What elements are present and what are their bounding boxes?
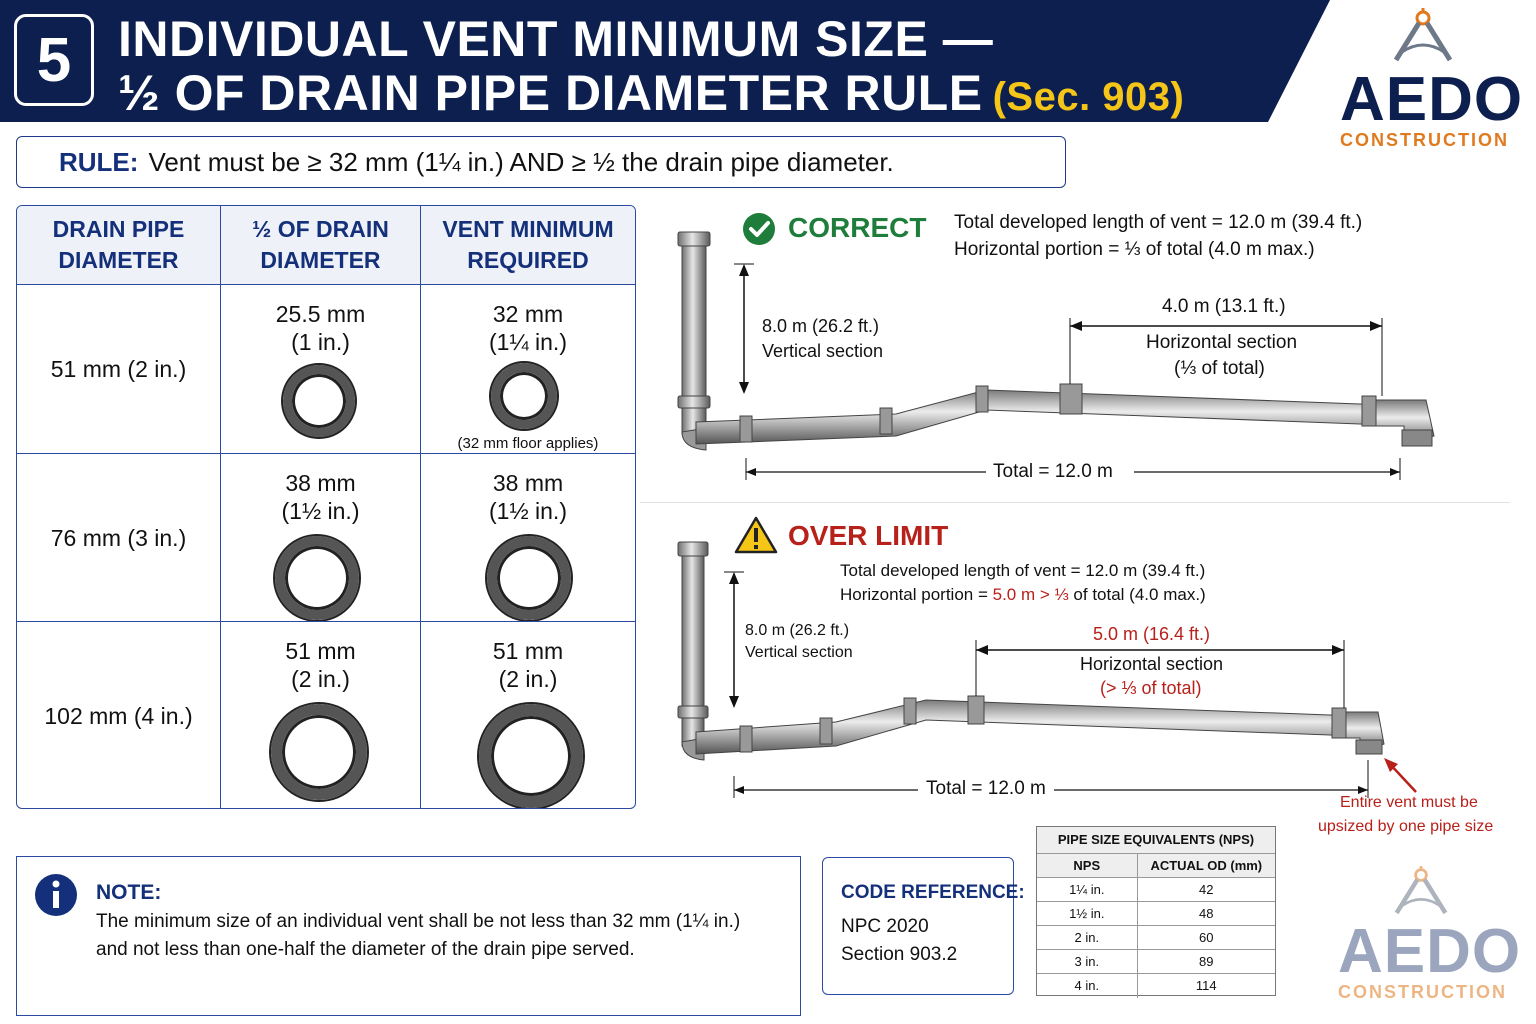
note-line2: and not less than one-half the diameter of the drain pipe served. <box>96 939 635 960</box>
correct-horizontal-sub: (⅓ of total) <box>1174 358 1265 379</box>
page-title-line2 <box>118 64 1184 122</box>
vent-minimum-cell <box>421 285 635 454</box>
code-reference-box <box>822 857 1025 995</box>
half-mm-value: 51 mm <box>285 638 356 664</box>
code-reference-line1: NPC 2020 <box>841 916 929 937</box>
code-reference-line2: Section 903.2 <box>841 944 958 965</box>
vent-inch-value: (1¼ in.) <box>489 329 567 355</box>
brand-logo <box>1340 8 1524 151</box>
brand-watermark-logo <box>1338 866 1522 1003</box>
od-value: 114 <box>1195 978 1217 993</box>
table-row <box>1037 877 1275 902</box>
correct-vertical-value: 8.0 m (26.2 ft.) <box>762 316 880 336</box>
vent-inch-value: (2 in.) <box>498 666 558 692</box>
header-vent-line2: REQUIRED <box>467 247 589 273</box>
nps-value: 1¼ in. <box>1037 878 1138 902</box>
floor-note: (32 mm floor applies) <box>457 435 599 452</box>
pipe-ring-icon <box>275 536 359 620</box>
correct-horizontal-label: Horizontal section <box>1146 332 1298 353</box>
correct-summary-line2: Horizontal portion = ⅓ of total (4.0 m max.) <box>954 239 1315 260</box>
over-summary-part-c: of total (4.0 max.) <box>1068 585 1206 604</box>
correct-horizontal-value: 4.0 m (13.1 ft.) <box>1162 296 1286 317</box>
header-drain-diameter <box>17 206 221 284</box>
brand-name: AEDO <box>1340 65 1524 134</box>
vent-size-table <box>16 205 636 809</box>
header-drain-line1: DRAIN PIPE <box>52 216 185 242</box>
over-total: Total = 12.0 m <box>926 778 1046 799</box>
header-half-line1: ½ OF DRAIN <box>252 216 389 242</box>
header-half-diameter <box>221 206 421 284</box>
header-band <box>0 0 1536 122</box>
upsize-callout-line1: Entire vent must be <box>1340 794 1478 811</box>
header-drain-line2: DIAMETER <box>58 247 179 273</box>
table-row <box>17 284 635 454</box>
note-box <box>16 856 801 1016</box>
vent-mm-value: 38 mm <box>492 470 564 496</box>
upsize-callout-line2: upsized by one pipe size <box>1318 818 1494 835</box>
diagram-divider <box>640 502 1510 503</box>
correct-summary-line1: Total developed length of vent = 12.0 m (39.4 ft.) <box>954 212 1363 233</box>
over-vertical-value: 8.0 m (26.2 ft.) <box>745 622 850 639</box>
rule-box <box>16 136 1066 188</box>
table-row <box>1037 901 1275 926</box>
over-summary-part-a: Horizontal portion = <box>840 585 993 604</box>
nps-col-header: NPS <box>1037 854 1138 878</box>
vent-inch-value: (1½ in.) <box>489 498 567 524</box>
half-diameter-cell <box>221 622 421 809</box>
section-reference: (Sec. 903) <box>992 75 1185 119</box>
over-summary-highlight: 5.0 m > ⅓ <box>992 585 1069 604</box>
over-vertical-label: Vertical section <box>745 644 853 661</box>
table-row <box>1037 949 1275 974</box>
drain-diameter-cell: 102 mm (4 in.) <box>17 622 221 809</box>
table-row <box>1037 925 1275 950</box>
page-title-line1: INDIVIDUAL VENT MINIMUM SIZE — <box>118 11 994 67</box>
brand-subtitle: CONSTRUCTION <box>1340 130 1509 150</box>
rule-text: Vent must be ≥ 32 mm (1¼ in.) AND ≥ ½ the drain pipe diameter. <box>148 146 894 177</box>
brand-name: AEDO <box>1338 917 1522 986</box>
table-row <box>1037 973 1275 998</box>
half-mm-value: 25.5 mm <box>275 301 366 327</box>
rule-label: RULE: <box>59 146 139 177</box>
half-inch-value: (1 in.) <box>291 329 350 355</box>
pipe-ring-icon <box>487 536 571 620</box>
nps-value: 3 in. <box>1037 950 1138 974</box>
section-number-badge: 5 <box>14 14 94 106</box>
pipe-ring-icon <box>491 363 557 429</box>
over-horizontal-value: 5.0 m (16.4 ft.) <box>1093 624 1211 644</box>
check-circle-icon <box>742 212 776 246</box>
over-limit-status: OVER LIMIT <box>788 520 949 551</box>
pipe-size-equivalents-table <box>1036 826 1276 996</box>
pipe-ring-icon <box>283 365 355 437</box>
correct-status: CORRECT <box>788 212 927 243</box>
header-vent-line1: VENT MINIMUM <box>442 216 614 242</box>
warning-triangle-icon <box>734 516 778 554</box>
brand-subtitle: CONSTRUCTION <box>1338 982 1507 1002</box>
od-value: 42 <box>1199 882 1214 897</box>
nps-value: 4 in. <box>1037 974 1138 998</box>
header-half-line2: DIAMETER <box>260 247 381 273</box>
compass-icon <box>1388 8 1458 70</box>
table-row <box>17 621 635 809</box>
half-inch-value: (2 in.) <box>291 666 350 692</box>
header-vent-minimum <box>421 206 635 284</box>
half-mm-value: 38 mm <box>285 470 356 496</box>
vent-mm-value: 51 mm <box>492 638 564 664</box>
table-header-row <box>17 206 635 284</box>
half-diameter-cell <box>221 454 421 622</box>
correct-total: Total = 12.0 m <box>993 461 1113 482</box>
correct-vertical-label: Vertical section <box>762 341 884 361</box>
vent-mm-value: 32 mm <box>492 301 564 327</box>
vent-minimum-cell <box>421 622 635 809</box>
page-title-line2-text: ½ OF DRAIN PIPE DIAMETER RULE <box>118 65 983 121</box>
od-value: 48 <box>1199 906 1214 921</box>
half-inch-value: (1½ in.) <box>281 498 360 524</box>
half-diameter-cell <box>221 285 421 454</box>
note-line1: The minimum size of an individual vent shall be not less than 32 mm (1¼ in.) <box>96 911 741 932</box>
code-reference-title: CODE REFERENCE: <box>841 882 1025 903</box>
drain-diameter-cell: 51 mm (2 in.) <box>17 285 221 454</box>
vent-minimum-cell <box>421 454 635 622</box>
nps-header-row <box>1037 853 1275 878</box>
info-circle-icon <box>34 873 78 917</box>
pipe-ring-icon <box>479 704 583 808</box>
over-horizontal-label: Horizontal section <box>1080 654 1224 674</box>
over-summary-line2 <box>840 585 1206 605</box>
nps-value: 1½ in. <box>1037 902 1138 926</box>
compass-icon <box>1386 866 1456 922</box>
over-horizontal-sub: (> ⅓ of total) <box>1100 678 1202 698</box>
od-col-header: ACTUAL OD (mm) <box>1150 858 1263 873</box>
od-value: 89 <box>1199 954 1214 969</box>
drain-diameter-cell: 76 mm (3 in.) <box>17 454 221 622</box>
nps-table-title: PIPE SIZE EQUIVALENTS (NPS) <box>1037 827 1275 853</box>
pipe-ring-icon <box>271 704 367 800</box>
nps-value: 2 in. <box>1037 926 1138 950</box>
od-value: 60 <box>1199 930 1214 945</box>
over-summary-line1: Total developed length of vent = 12.0 m (39.4 ft.) <box>840 561 1206 580</box>
note-title: NOTE: <box>96 881 162 904</box>
table-row <box>17 453 635 622</box>
